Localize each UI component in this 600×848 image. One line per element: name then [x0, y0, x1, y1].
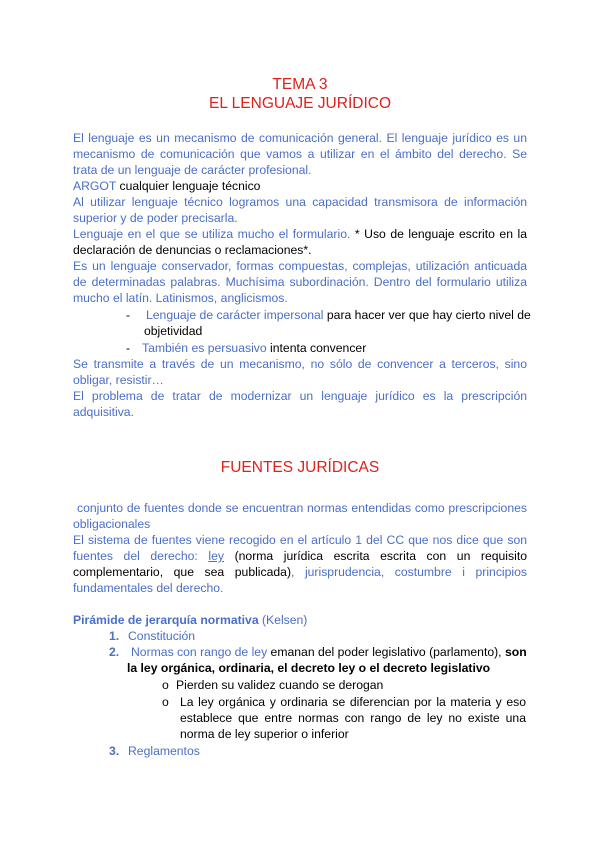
fuentes-paragraph-2 [73, 532, 527, 596]
tipos-ley-text: la ley orgánica, ordinaria, el decreto ley o el decreto legislativo [127, 661, 491, 675]
item-number: 1. [109, 629, 120, 643]
tema-paragraph-3: Al utilizar lenguaje técnico logramos una capacidad transmisora de información superior y de poder precisarla. [73, 195, 527, 225]
tema-paragraph-6: Se transmite a través de un mecanismo, no sólo de convencer a terceros, sino obligar, resistir… [73, 357, 527, 387]
denuncias-note: * Uso de lenguaje escrito en la declaración de denuncias o reclamaciones*. [73, 227, 527, 257]
list-dash: - [126, 341, 131, 355]
formulario-text: Lenguaje en el que se utiliza mucho el formulario. [73, 227, 351, 241]
impersonal-text: Lenguaje de carácter impersonal [146, 308, 324, 322]
argot-line [73, 178, 527, 194]
ley-term: ley [208, 549, 224, 563]
persuasivo-text: También es persuasivo [142, 341, 267, 355]
ley-definition: (norma jurídica escrita escrita con un requisito complementario, que sea publicada) [73, 549, 527, 579]
constitucion-item: Constitución [128, 629, 196, 643]
list-item-continuation: objetividad [144, 324, 203, 338]
item-number: 2. [109, 645, 120, 659]
sub-bullet: o [162, 695, 169, 709]
sub-bullet: o [162, 678, 169, 692]
fuentes-paragraph-1: conjunto de fuentes donde se encuentran normas entendidas como prescripciones obligacionales [73, 501, 527, 531]
list-dash: - [126, 308, 131, 322]
tema-paragraph-4 [73, 226, 527, 258]
tema-subtitle: EL LENGUAJE JURÍDICO [208, 95, 392, 112]
tema-title: TEMA 3 [272, 76, 328, 93]
tema-paragraph-7: El problema de tratar de modernizar un lenguaje jurídico es la prescripción adquisitiva. [73, 389, 527, 419]
impersonal-detail: para hacer ver que hay cierto nivel de [323, 308, 531, 322]
son-text: son [504, 645, 527, 659]
sub-item: La ley orgánica y ordinaria se diferencian por la materia y eso establece que entre normas con rango de ley no existe una norma de ley superior o inferior [180, 695, 526, 741]
persuasivo-detail: intenta convencer [266, 341, 367, 355]
argot-definition: cualquier lenguaje técnico [116, 179, 261, 193]
list-item [142, 340, 532, 356]
normas-rango-ley-item [131, 644, 531, 660]
sistema-fuentes-text: El sistema de fuentes viene recogido en el artículo 1 del CC que nos dice que son fuentes del derecho: [73, 533, 527, 563]
poder-legislativo-text: emanan del poder legislativo (parlamento), [267, 645, 505, 659]
argot-term: ARGOT [73, 179, 117, 193]
sub-item: Pierden su validez cuando se derogan [176, 678, 384, 692]
piramide-title: Pirámide de jerarquía normativa [73, 613, 259, 627]
piramide-author: (Kelsen) [258, 613, 308, 627]
tema-paragraph-5: Es un lenguaje conservador, formas compuestas, complejas, utilización anticuada de determinadas palabras. Muchísima subordinación. Dentro del formulario utiliza mucho el latín. Latinismos, anglicismos. [73, 259, 527, 305]
fuentes-title: FUENTES JURÍDICAS [220, 459, 380, 476]
item-number: 3. [109, 744, 120, 758]
normas-rango-ley-text: Normas con rango de ley [131, 645, 268, 659]
piramide-heading [73, 612, 527, 628]
tema-paragraph-1: El lenguaje es un mecanismo de comunicación general. El lenguaje jurídico es un mecanismo de comunicación que vamos a utilizar en el ámbito del derecho. Se trata de un lenguaje de carácter profesional. [73, 131, 527, 177]
reglamentos-item: Reglamentos [128, 744, 200, 758]
list-item [146, 307, 536, 323]
fuentes-list-rest: , jurisprudencia, costumbre i principios fundamentales del derecho. [73, 565, 527, 595]
